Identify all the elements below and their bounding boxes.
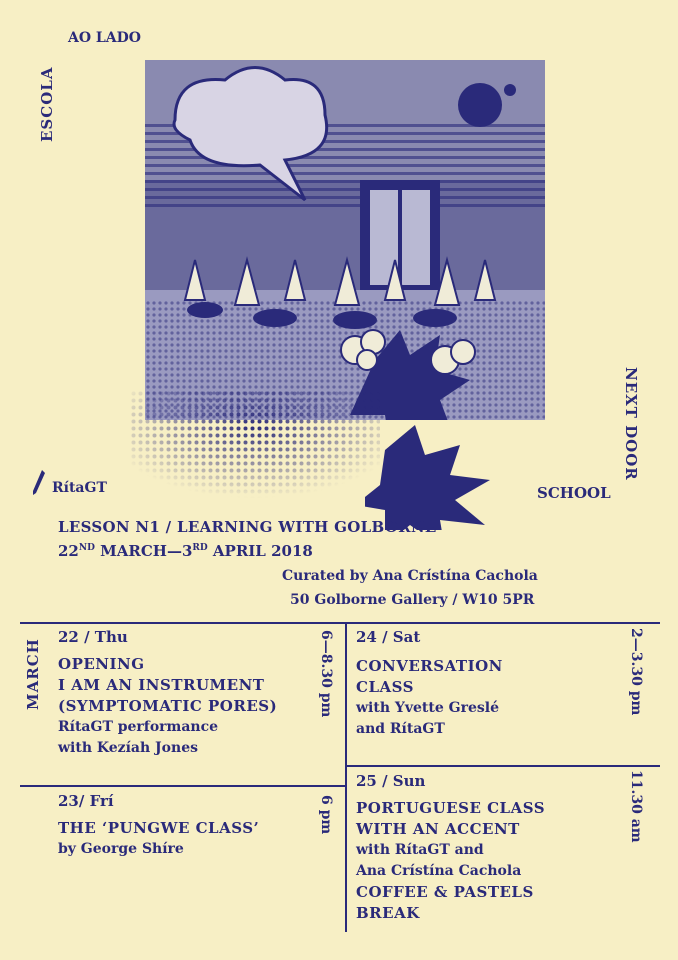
event-sat-day: 24 / Sat [356,628,421,646]
event-sun-body [356,798,545,924]
venue: 50 Golborne Gallery / W10 5PR [290,592,535,608]
event-thu-line: OPENING [58,655,145,673]
brand-artist: RítaGT [52,480,107,496]
grid-line-left-mid [20,785,346,787]
event-sat-body [356,656,503,740]
event-fri-time: 6 pm [318,795,334,835]
ink-burst-icon [365,420,525,530]
grid-line-right-mid [346,765,660,767]
brand-ao-lado: AO LADO [68,30,141,46]
event-fri-sub: by George Shíre [58,841,184,857]
pen-icon [32,470,46,500]
event-sun-line: WITH AN ACCENT [356,820,520,838]
event-fri-day: 23/ Frí [58,792,114,810]
event-sun-extra: BREAK [356,904,420,922]
curated-by: Curated by Ana Crístína Cachola [282,568,538,584]
event-thu-line: (SYMPTOMATIC PORES) [58,697,278,715]
dancers-photo [145,60,545,420]
event-thu-body [58,654,277,759]
lesson-title: LESSON N1 / LEARNING WITH GOLBORNE [58,518,437,536]
event-fri-line: THE ‘PUNGWE CLASS’ [58,819,260,837]
event-thu-sub: with Kezíah Jones [58,740,198,756]
event-sat-line: CLASS [356,678,414,696]
event-sat-sub: with Yvette Greslé [356,700,499,716]
event-sat-sub: and RítaGT [356,721,445,737]
event-thu-day: 22 / Thu [58,628,128,646]
grid-line-top [20,622,660,624]
event-fri-body [58,818,259,860]
brand-next-door: NEXT DOOR [622,367,640,481]
event-thu-time: 6—8.30 pm [318,630,334,718]
event-sun-sub: with RítaGT and [356,842,484,858]
lesson-dates: 22ND MARCH—3RD APRIL 2018 [58,542,313,560]
event-sun-day: 25 / Sun [356,772,426,790]
event-sun-extra: COFFEE & PASTELS [356,883,534,901]
month-label: MARCH [24,638,42,710]
brand-school: SCHOOL [537,484,611,502]
event-thu-sub: RítaGT performance [58,719,219,735]
event-sun-line: PORTUGUESE CLASS [356,799,546,817]
event-sun-time: 11.30 am [628,770,644,843]
grid-line-vertical-center [345,622,347,932]
event-sat-time: 2—3.30 pm [628,628,644,716]
event-thu-line: I AM AN INSTRUMENT [58,676,265,694]
halftone-splash [130,390,380,510]
event-sun-sub: Ana Crístína Cachola [356,863,522,879]
event-sat-line: CONVERSATION [356,657,503,675]
brand-escola: ESCOLA [38,66,56,142]
